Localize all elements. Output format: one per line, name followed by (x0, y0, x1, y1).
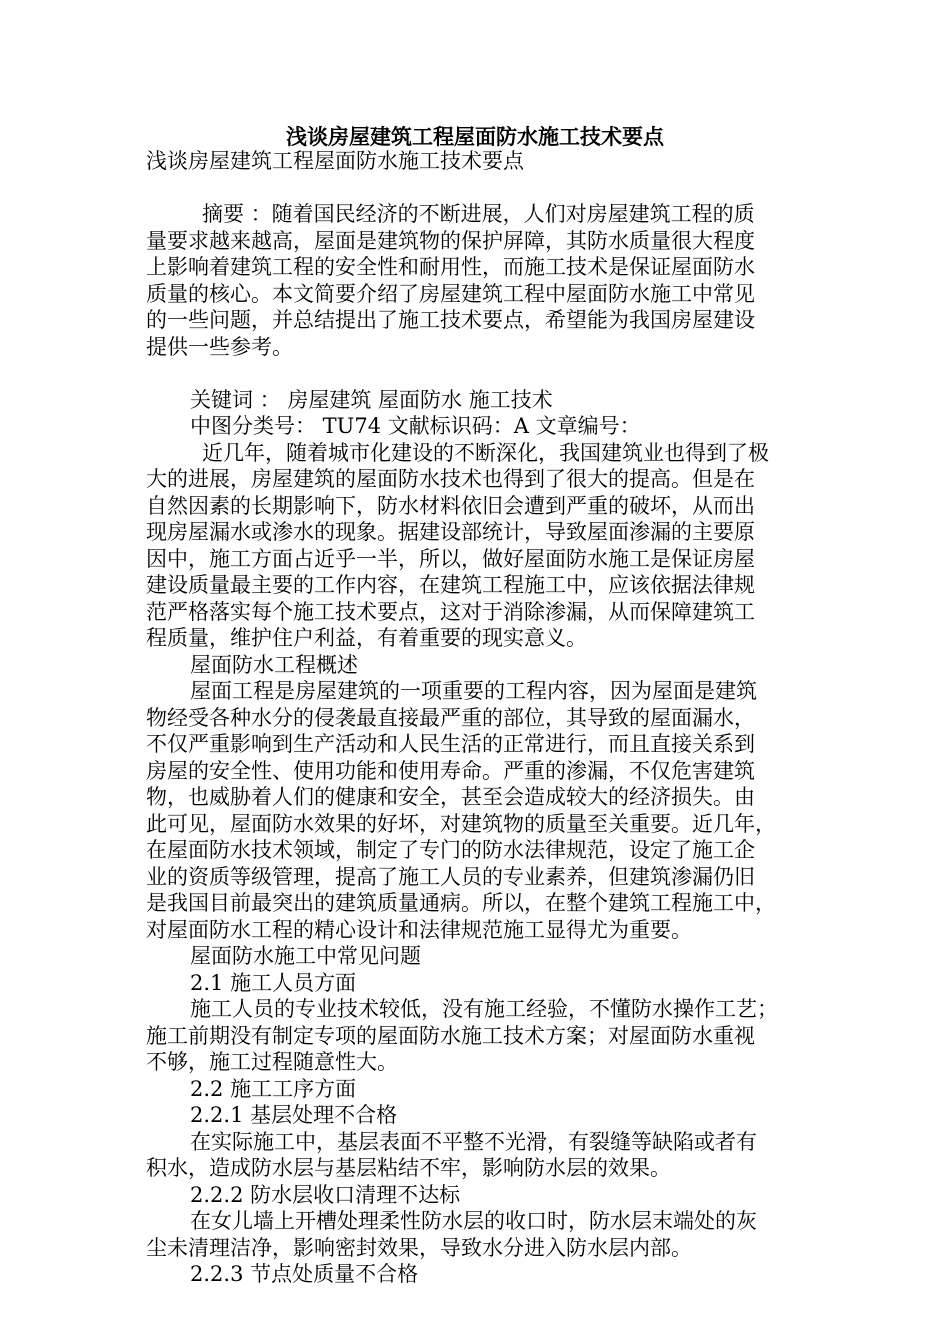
document-title: 浅谈房屋建筑工程屋面防水施工技术要点 (286, 125, 664, 149)
paragraph-line: 施工前期没有制定专项的屋面防水施工技术方案；对屋面防水重视 (146, 1023, 755, 1048)
paragraph-line: 是我国目前最突出的建筑质量通病。所以，在整个建筑工程施工中， (146, 891, 776, 915)
subtitle-line: 浅谈房屋建筑工程屋面防水施工技术要点 (146, 149, 524, 173)
paragraph-line: 在实际施工中，基层表面不平整不光滑，有裂缝等缺陷或者有 (190, 1129, 757, 1154)
section-heading: 屋面防水施工中常见问题 (190, 944, 421, 968)
paragraph-line: 建设质量最主要的工作内容，在建筑工程施工中，应该依据法律规 (146, 573, 755, 597)
paragraph-line: 积水，造成防水层与基层粘结不牢，影响防水层的效果。 (146, 1156, 671, 1180)
abstract-line: 上影响着建筑工程的安全性和耐用性，而施工技术是保证屋面防水 (146, 255, 755, 279)
paragraph-line: 屋面工程是房屋建筑的一项重要的工程内容，因为屋面是建筑 (190, 679, 757, 703)
paragraph-line: 不仅严重影响到生产活动和人民生活的正常进行，而且直接关系到 (146, 732, 755, 756)
blank-line (146, 175, 811, 202)
paragraph-line: 因中，施工方面占近乎一半，所以，做好屋面防水施工是保证房屋 (146, 546, 755, 571)
subsection-heading: 2.2 施工工序方面 (190, 1076, 357, 1101)
abstract-line: 量要求越来越高，屋面是建筑物的保护屏障，其防水质量很大程度 (146, 228, 755, 253)
subsection-heading: 2.2.2 防水层收口清理不达标 (190, 1182, 461, 1207)
paragraph-line: 此可见，屋面防水效果的好坏，对建筑物的质量至关重要。近几年， (146, 811, 776, 836)
paragraph-line: 近几年，随着城市化建设的不断深化，我国建筑业也得到了极 (202, 440, 769, 465)
paragraph-line: 在屋面防水技术领域，制定了专门的防水法律规范，设定了施工企 (146, 838, 755, 862)
paragraph-line: 对屋面防水工程的精心设计和法律规范施工显得尤为重要。 (146, 917, 692, 942)
blank-line (146, 360, 811, 387)
abstract-line: 摘要 ：随着国民经济的不断进展，人们对房屋建筑工程的质 (202, 202, 755, 226)
document-body (146, 148, 811, 1288)
subsection-heading: 2.1 施工人员方面 (190, 970, 357, 995)
paragraph-line: 房屋的安全性、使用功能和使用寿命。严重的渗漏，不仅危害建筑 (146, 758, 755, 783)
abstract-line: 的一些问题，并总结提出了施工技术要点，希望能为我国房屋建设 (146, 308, 755, 332)
paragraph-line: 大的进展，房屋建筑的屋面防水技术也得到了很大的提高。但是在 (146, 467, 755, 491)
abstract-line: 质量的核心。本文简要介绍了房屋建筑工程中屋面防水施工中常见 (146, 281, 755, 306)
paragraph-line: 不够，施工过程随意性大。 (146, 1050, 398, 1074)
paragraph-line: 业的资质等级管理，提高了施工人员的专业素养，但建筑渗漏仍旧 (146, 864, 755, 889)
section-heading: 屋面防水工程概述 (190, 652, 358, 677)
keywords-line: 关键词 ： 房屋建筑 屋面防水 施工技术 (190, 387, 553, 412)
paragraph-line: 尘未清理洁净，影响密封效果，导致水分进入防水层内部。 (146, 1235, 692, 1260)
paragraph-line: 物，也威胁着人们的健康和安全，甚至会造成较大的经济损失。由 (146, 785, 755, 809)
abstract-line: 提供一些参考。 (146, 334, 293, 359)
paragraph-line: 物经受各种水分的侵袭最直接最严重的部位，其导致的屋面漏水， (146, 705, 755, 730)
paragraph-line: 自然因素的长期影响下，防水材料依旧会遭到严重的破坏，从而出 (146, 493, 755, 518)
paragraph-line: 现房屋漏水或渗水的现象。据建设部统计，导致屋面渗漏的主要原 (146, 520, 755, 544)
paragraph-line: 程质量，维护住户利益，有着重要的现实意义。 (146, 626, 587, 650)
paragraph-line: 施工人员的专业技术较低，没有施工经验，不懂防水操作工艺； (190, 997, 778, 1021)
paragraph-line: 在女儿墙上开槽处理柔性防水层的收口时，防水层末端处的灰 (190, 1209, 757, 1233)
subsection-heading: 2.2.3 节点处质量不合格 (190, 1262, 419, 1286)
paragraph-line: 范严格落实每个施工技术要点，这对于消除渗漏，从而保障建筑工 (146, 599, 755, 624)
subsection-heading: 2.2.1 基层处理不合格 (190, 1103, 398, 1127)
classification-line: 中图分类号： TU74 文献标识码：A 文章编号： (190, 414, 641, 438)
